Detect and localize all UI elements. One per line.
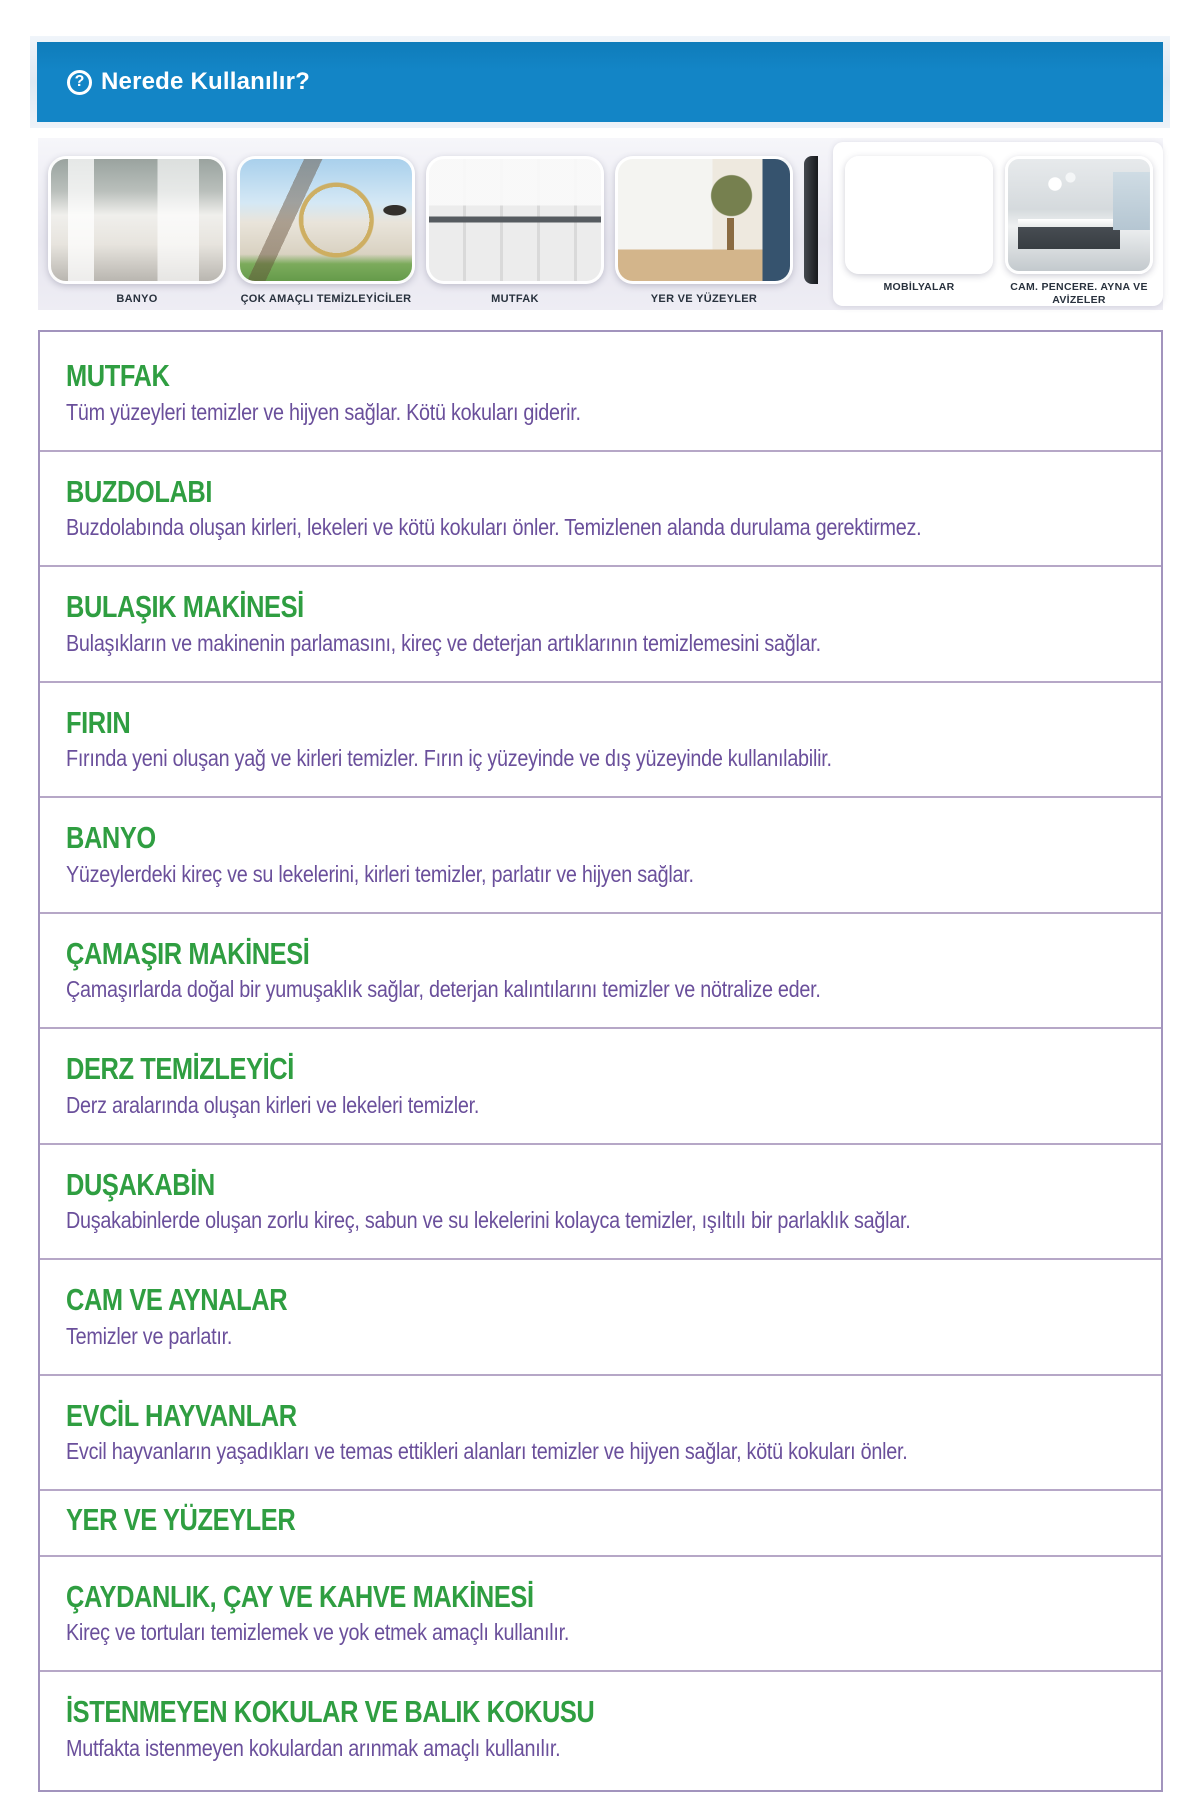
category-label: MOBİLYALAR <box>883 281 955 293</box>
partially-visible-thumbnail[interactable] <box>804 156 818 284</box>
usage-section <box>40 450 1161 566</box>
category-label: ÇOK AMAÇLI TEMİZLEYİCİLER <box>240 293 412 305</box>
usage-section <box>40 1143 1161 1259</box>
usage-section <box>40 681 1161 797</box>
section-description: Tüm yüzeyleri temizler ve hijyen sağlar. Kötü kokuları giderir. <box>66 398 581 425</box>
usage-section <box>40 1555 1161 1671</box>
section-title: FIRIN <box>66 704 131 740</box>
usage-section <box>40 1258 1161 1374</box>
section-header-title: Nerede Kullanılır? <box>101 68 310 95</box>
section-description: Duşakabinlerde oluşan zorlu kireç, sabun ve su lekelerini kolayca temizler, ışıltılı bir parlaklık sağlar. <box>66 1207 911 1234</box>
category-item[interactable] <box>237 156 415 305</box>
usage-section <box>40 1670 1161 1786</box>
section-description: Evcil hayvanların yaşadıkları ve temas ettikleri alanları temizler ve hijyen sağlar, kötü kokuları önler. <box>66 1438 908 1465</box>
section-description: Derz aralarında oluşan kirleri ve lekeleri temizler. <box>66 1091 480 1118</box>
section-header <box>37 42 1163 122</box>
kitchen-photo[interactable] <box>426 156 604 284</box>
floor-and-surfaces-photo[interactable] <box>615 156 793 284</box>
usage-list <box>38 330 1163 1792</box>
category-item[interactable] <box>845 156 993 306</box>
section-description: Yüzeylerdeki kireç ve su lekelerini, kirleri temizler, parlatır ve hijyen sağlar. <box>66 860 694 887</box>
category-label: BANYO <box>116 293 158 305</box>
bathroom-photo[interactable] <box>48 156 226 284</box>
category-label: YER VE YÜZEYLER <box>650 293 758 305</box>
usage-section <box>40 1489 1161 1555</box>
section-title: EVCİL HAYVANLAR <box>66 1397 297 1433</box>
section-title: MUTFAK <box>66 358 170 393</box>
section-title: CAM VE AYNALAR <box>66 1282 288 1318</box>
section-title: BULAŞIK MAKİNESİ <box>66 589 304 625</box>
section-description: Bulaşıkların ve makinenin parlamasını, kireç ve deterjan artıklarının temizlemesini sağlar. <box>66 629 821 656</box>
category-item[interactable] <box>426 156 604 305</box>
section-title: ÇAMAŞIR MAKİNESİ <box>66 935 310 971</box>
question-circle-icon: ? <box>67 70 92 95</box>
furniture-photo[interactable] <box>845 156 993 274</box>
usage-section <box>40 336 1161 450</box>
section-description: Mutfakta istenmeyen kokulardan arınmak amaçlı kullanılır. <box>66 1734 561 1761</box>
category-item[interactable] <box>48 156 226 305</box>
section-description: Temizler ve parlatır. <box>66 1322 233 1349</box>
section-title: ÇAYDANLIK, ÇAY VE KAHVE MAKİNESİ <box>66 1578 534 1614</box>
category-strip <box>38 138 1163 310</box>
house-magnifier-photo[interactable] <box>237 156 415 284</box>
category-label: CAM. PENCERE. AYNA VE AVİZELER <box>1010 281 1148 307</box>
section-description: Çamaşırlarda doğal bir yumuşaklık sağlar, deterjan kalıntılarını temizler ve nötralize eder. <box>66 976 821 1003</box>
glass-window-mirror-photo[interactable] <box>1005 156 1153 274</box>
section-title: BUZDOLABI <box>66 473 212 509</box>
usage-section <box>40 565 1161 681</box>
section-title: DERZ TEMİZLEYİCİ <box>66 1051 294 1087</box>
section-description: Buzdolabında oluşan kirleri, lekeleri ve kötü kokuları önler. Temizlenen alanda durulama gerektirmez. <box>66 514 922 541</box>
category-item[interactable] <box>615 156 793 305</box>
section-header-frame <box>30 36 1170 128</box>
section-title: YER VE YÜZEYLER <box>66 1502 296 1538</box>
section-title: DUŞAKABİN <box>66 1166 215 1202</box>
category-item[interactable] <box>1005 156 1153 306</box>
category-label: MUTFAK <box>491 293 539 305</box>
section-title: İSTENMEYEN KOKULAR VE BALIK KOKUSU <box>66 1694 595 1730</box>
category-group <box>48 138 804 305</box>
usage-section <box>40 796 1161 912</box>
usage-section <box>40 1027 1161 1143</box>
section-description: Fırında yeni oluşan yağ ve kirleri temizler. Fırın iç yüzeyinde ve dış yüzeyinde kullanılabilir. <box>66 745 832 772</box>
usage-section <box>40 1374 1161 1490</box>
category-card <box>833 142 1163 306</box>
section-title: BANYO <box>66 820 156 856</box>
section-description: Kireç ve tortuları temizlemek ve yok etmek amaçlı kullanılır. <box>66 1619 570 1646</box>
usage-section <box>40 912 1161 1028</box>
